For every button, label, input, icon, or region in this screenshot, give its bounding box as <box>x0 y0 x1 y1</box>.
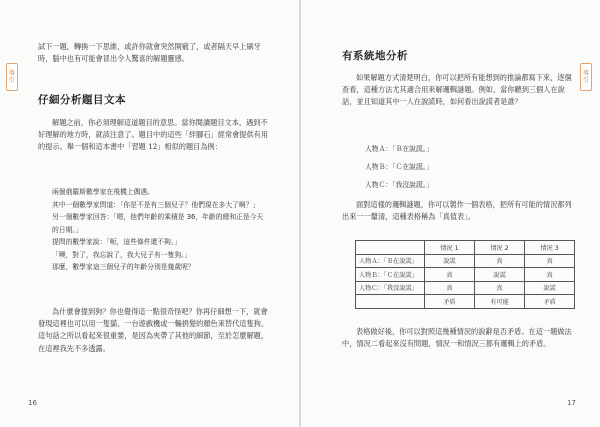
table-cell: 真 <box>425 281 475 295</box>
right-paragraph-1: 如果解題方式清楚明白，你可以把所有能想到的推論都寫下來，逐個查看，這種方法尤其適合用來解邏輯謎題。例如，當你聽到三個人在說話，並且知道其中一人在說謊時，如何看出說謊者是誰？ <box>342 73 572 107</box>
table-cell: 矛盾 <box>425 295 475 309</box>
quotes-block <box>365 140 433 194</box>
table-cell: 說謊 <box>525 281 575 295</box>
table-cell: 真 <box>425 268 475 282</box>
table-header-cell: 情況 3 <box>525 241 575 255</box>
table-header-row <box>356 241 575 255</box>
table-cell: 說謊 <box>474 268 524 282</box>
left-page-number: 16 <box>28 399 37 407</box>
right-section-title: 有系統地分析 <box>342 50 408 62</box>
dialogue-line: 提問的數學家說：「呃，這些條件還不夠。」 <box>52 238 182 246</box>
table-cell: 真 <box>525 254 575 268</box>
table-header-cell: 情況 1 <box>425 241 475 255</box>
quote-line: 人物Ａ：「Ｂ在說謊。」 <box>365 145 433 153</box>
table-header-cell <box>356 241 425 255</box>
table-row <box>356 268 575 282</box>
table-cell: 真 <box>525 268 575 282</box>
dialogue-line: 兩個俄羅斯數學家在飛機上偶遇。 <box>52 188 154 196</box>
table-cell: 人物Ｂ：「Ｃ在說謊」 <box>356 268 425 282</box>
table-cell: 有可能 <box>474 295 524 309</box>
table-header-cell: 情況 2 <box>474 241 524 255</box>
left-side-tab: 導引 <box>6 63 18 91</box>
table-cell: 人物Ｃ：「我沒說謊」 <box>356 281 425 295</box>
left-paragraph-1: 解題之前，你必須理解這道題目的意思。當你閱讀題目文本，遇到不好理解的地方時，就該注意了。題目中的這些「絆腳石」經常會提供有用的提示。舉一個和這本書中「習題 12」相似的題目為例： <box>38 118 269 152</box>
truth-table <box>355 240 575 309</box>
table-cell: 矛盾 <box>525 295 575 309</box>
dialogue-line: 「噢，對了，我忘說了，我大兒子有一隻狗。」 <box>52 250 192 259</box>
table-cell <box>356 295 425 309</box>
dialogue-block <box>52 186 266 274</box>
right-page-number: 17 <box>567 399 576 407</box>
quote-line: 人物Ｂ：「Ｃ在說謊。」 <box>365 163 433 171</box>
right-side-tab: 導引 <box>580 63 592 91</box>
dialogue-line: 那麼，數學家這三個兒子的年齡分別是幾歲呢？ <box>52 263 195 271</box>
right-paragraph-3: 表格做好後，你可以對照這幾種情況的說辭是否矛盾。在這一題做法中，情況二看起來沒有問題，情況一和情況三都有邏輯上的矛盾。 <box>342 327 572 349</box>
dialogue-line: 另一個數學家回答：「嗯，他們年齡的乘積是 36，年齡的總和正是今天的日期。」 <box>52 213 264 234</box>
right-paragraph-2: 面對這樣的邏輯謎題，你可以製作一個表格，把所有可能的情況都列出來一一釐清，這種表格稱為「真值表」。 <box>342 200 572 222</box>
dialogue-line: 其中一個數學家問道：「你是不是有三個兒子？他們現在多大了啊？」 <box>52 200 260 209</box>
left-paragraph-2: 為什麼會提到狗？你也覺得這一點很奇怪吧？你再仔細想一下，就會發現這裡也可以用一隻貓、一台遊戲機或一輛捐髮的顏色來替代這隻狗。這句話之所以看起來很重要，是因為夾帶了其他的細節，至於怎麼解題，在這裡我先不多透露。 <box>38 307 269 353</box>
table-cell: 人物Ａ：「Ｂ在說謊」 <box>356 254 425 268</box>
table-cell: 真 <box>474 254 524 268</box>
left-intro-paragraph: 試下一題，轉換一下思維，或許你就會突然開竅了，或者隔天早上刷牙時，腦中也有可能會冒出令人驚喜的解題靈感。 <box>38 42 261 64</box>
table-row <box>356 281 575 295</box>
table-cell: 真 <box>474 281 524 295</box>
table-row <box>356 295 575 309</box>
quote-line: 人物Ｃ：「我沒說謊。」 <box>365 181 433 189</box>
left-section-title: 仔細分析題目文本 <box>38 94 126 106</box>
table-cell: 說謊 <box>425 254 475 268</box>
table-row <box>356 254 575 268</box>
